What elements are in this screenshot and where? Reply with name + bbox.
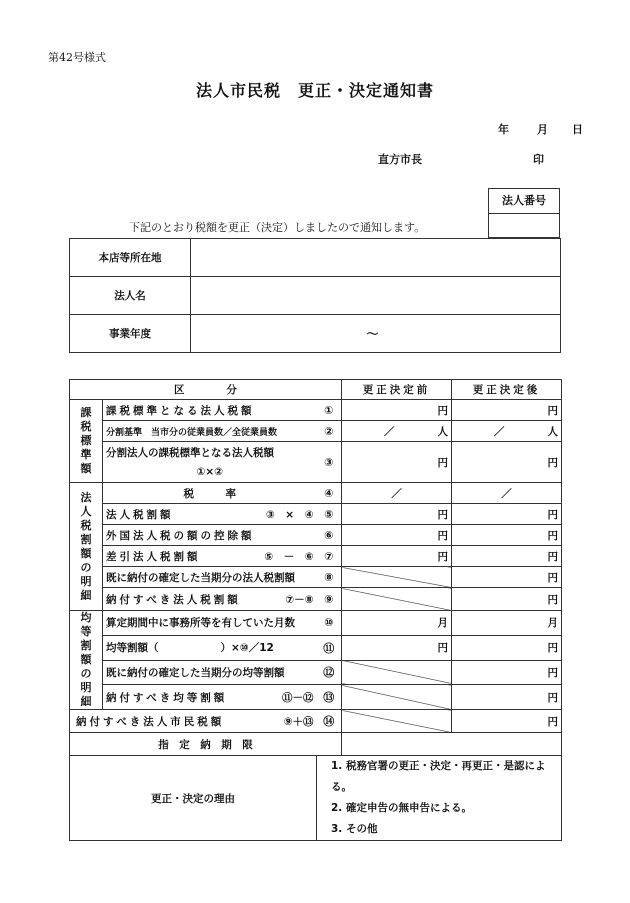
deadline-label: 指 定 納 期 限 (70, 733, 342, 756)
row-3-before[interactable]: 円 (342, 442, 452, 483)
header-before: 更正決定前 (342, 380, 452, 400)
corp-number-field[interactable] (489, 214, 559, 239)
seal-mark: 印 (533, 153, 544, 166)
row-13-label: 納付すべき均等割額 ⑪－⑫ (103, 685, 317, 710)
row-6-label: 外国法人税の額の控除額 (103, 525, 317, 546)
row-2-num: ② (317, 421, 342, 442)
header-after: 更正決定後 (452, 380, 562, 400)
notice-text: 下記のとおり税額を更正（決定）しましたので通知します。 (129, 221, 426, 234)
tax-calc-table (69, 379, 562, 841)
row-10-before[interactable]: 月 (342, 611, 452, 636)
row-6-num: ⑥ (317, 525, 342, 546)
row-7-after[interactable]: 円 (452, 546, 562, 567)
row-9-label: 納付すべき法人税割額 ⑦－⑧ (103, 588, 317, 611)
row-2-after[interactable]: ／ 人 (452, 421, 562, 442)
row-13-num: ⑬ (317, 685, 342, 710)
row-2-label: 分割基準 当市分の従業員数／全従業員数 (103, 421, 317, 442)
row-4-after[interactable]: ／ (452, 483, 562, 504)
row-5-after[interactable]: 円 (452, 504, 562, 525)
row-6-before[interactable]: 円 (342, 525, 452, 546)
row-1 (70, 400, 562, 421)
row-13-after[interactable]: 円 (452, 685, 562, 710)
row-13-before-struck (342, 685, 452, 710)
row-10-num: ⑩ (317, 611, 342, 636)
reason-list (317, 756, 562, 841)
row-1-after[interactable]: 円 (452, 400, 562, 421)
row-12-label: 既に納付の確定した当期分の均等割額 (103, 660, 317, 685)
corp-info-table (69, 238, 561, 353)
row-3-label-a: 分割法人の課税標準となる法人税額 (103, 442, 317, 463)
section-corp-tax: 法人税割額の明細 (70, 483, 103, 611)
row-3-after[interactable]: 円 (452, 442, 562, 483)
row-1-before[interactable]: 円 (342, 400, 452, 421)
row-4-num: ④ (317, 483, 342, 504)
row-11 (70, 635, 562, 660)
row-8-num: ⑧ (317, 567, 342, 588)
row-7 (70, 546, 562, 567)
row-3 (70, 442, 562, 463)
row-4-label: 税 率 (103, 483, 317, 504)
row-7-num: ⑦ (317, 546, 342, 567)
deadline-row (70, 733, 562, 756)
row-2-before[interactable]: ／ 人 (342, 421, 452, 442)
issuer: 直方市長 (378, 153, 422, 166)
row-8-label: 既に納付の確定した当期分の法人税割額 (103, 567, 317, 588)
fiscal-year-field[interactable] (191, 315, 561, 353)
page-title: 法人市民税 更正・決定通知書 (195, 81, 434, 100)
row-2 (70, 421, 562, 442)
row-10 (70, 611, 562, 636)
row-7-label: 差引法人税割額 ⑤ － ⑥ (103, 546, 317, 567)
corp-number-box (488, 188, 560, 238)
row-14-after[interactable]: 円 (452, 710, 562, 733)
row-8-before-struck (342, 567, 452, 588)
row-4 (70, 483, 562, 504)
row-12-num: ⑫ (317, 660, 342, 685)
section-tax-base: 課税標準額 (70, 400, 103, 483)
address-label: 本店等所在地 (70, 239, 191, 277)
date-day: 日 (572, 123, 583, 136)
row-8 (70, 567, 562, 588)
reason-1[interactable]: 1. 税務官署の更正・決定・再更正・是認による。 (331, 760, 546, 793)
fiscal-year-row (70, 315, 561, 353)
row-6-after[interactable]: 円 (452, 525, 562, 546)
row-3-num: ③ (317, 442, 342, 483)
row-7-before[interactable]: 円 (342, 546, 452, 567)
row-5 (70, 504, 562, 525)
header-kubun: 区 分 (70, 380, 342, 400)
row-3-label-b: ①×② (103, 462, 317, 483)
row-12 (70, 660, 562, 685)
row-11-after[interactable]: 円 (452, 635, 562, 660)
row-10-label: 算定期間中に事務所等を有していた月数 (103, 611, 317, 636)
row-12-before-struck (342, 660, 452, 685)
reason-label: 更正・決定の理由 (70, 756, 317, 841)
header-row (70, 380, 562, 400)
row-6 (70, 525, 562, 546)
corp-number-label: 法人番号 (489, 189, 559, 214)
section-per-capita: 均等割額の明細 (70, 611, 103, 710)
address-field[interactable] (191, 239, 561, 277)
row-14 (70, 710, 562, 733)
row-12-after[interactable]: 円 (452, 660, 562, 685)
row-8-after[interactable]: 円 (452, 567, 562, 588)
form-number: 第42号様式 (48, 51, 106, 64)
deadline-field[interactable] (342, 733, 562, 756)
row-11-before[interactable]: 円 (342, 635, 452, 660)
row-9-after[interactable]: 円 (452, 588, 562, 611)
reason-row (70, 756, 562, 841)
row-14-label: 納付すべき法人市民税額 ⑨＋⑬ (70, 710, 317, 733)
address-row (70, 239, 561, 277)
row-9-num: ⑨ (317, 588, 342, 611)
row-11-num: ⑪ (317, 635, 342, 660)
row-10-after[interactable]: 月 (452, 611, 562, 636)
fiscal-year-label: 事業年度 (70, 315, 191, 353)
row-4-before[interactable]: ／ (342, 483, 452, 504)
row-14-num: ⑭ (317, 710, 342, 733)
corp-name-row (70, 277, 561, 315)
row-13 (70, 685, 562, 710)
fiscal-year-tilde: ～ (366, 327, 379, 341)
corp-name-field[interactable] (191, 277, 561, 315)
row-5-before[interactable]: 円 (342, 504, 452, 525)
row-5-num: ⑤ (317, 504, 342, 525)
date-year: 年 (498, 123, 509, 136)
row-11-label: 均等割額（ ）×⑩／12 (103, 635, 317, 660)
row-9-before-struck (342, 588, 452, 611)
reason-2[interactable]: 2. 確定申告の無申告による。 (331, 802, 472, 814)
row-1-label: 課税標準となる法人税額 (103, 400, 317, 421)
row-5-label: 法人税割額 ③ × ④ (103, 504, 317, 525)
date-month: 月 (537, 123, 548, 136)
corp-name-label: 法人名 (70, 277, 191, 315)
reason-3[interactable]: 3. その他 (331, 823, 378, 835)
row-14-before-struck (342, 710, 452, 733)
row-9 (70, 588, 562, 611)
row-1-num: ① (317, 400, 342, 421)
